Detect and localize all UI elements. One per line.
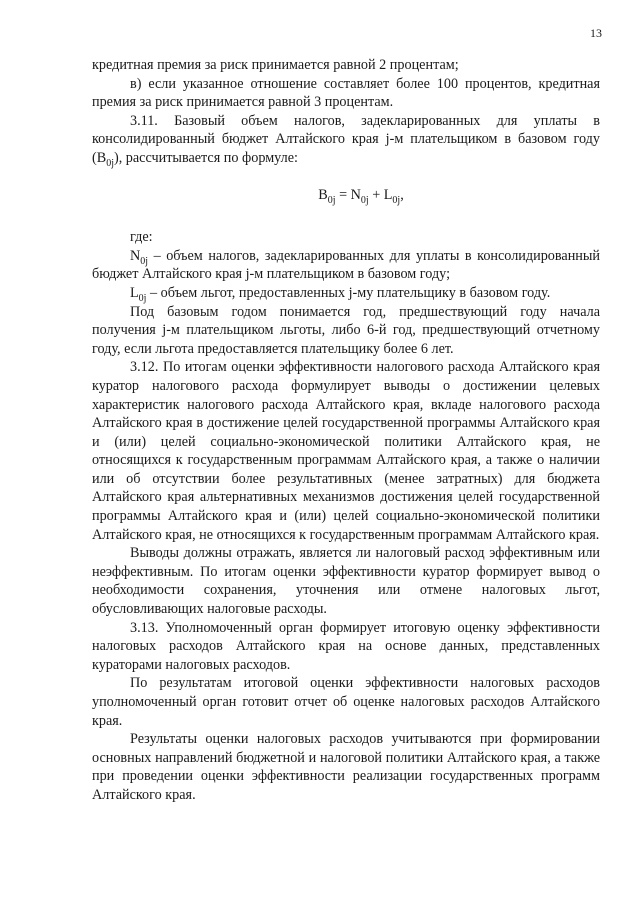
definition-n-symbol: N xyxy=(130,247,141,264)
paragraph-3-13: 3.13. Уполномоченный орган формирует итоговую оценку эффективности налоговых расходов Алтайского края на основе данных, представленных кураторами налоговых расходов. xyxy=(92,619,600,673)
definition-l-subscript: 0j xyxy=(138,292,147,304)
definition-n-subscript: 0j xyxy=(140,255,149,267)
definition-l-text: – объем льгот, предоставленных j-му плательщику в базовом году. xyxy=(146,284,551,301)
paragraph-base-year: Под базовым годом понимается год, предшествующий году начала получения j-м плательщиком льготы, либо 6-й год, предшествующий отчетному году, если льгота предоставляется плательщику более 6 лет. xyxy=(92,303,600,357)
formula-lhs-subscript: 0j xyxy=(327,194,336,206)
where-label: где: xyxy=(130,229,153,246)
formula-end: , xyxy=(400,186,404,203)
document-body xyxy=(92,56,600,805)
paragraph-conclusions: Выводы должны отражать, является ли налоговый расход эффективным или неэффективным. По итогам оценки эффективности куратор формирует вывод о необходимости сохранения, уточнения или отмене налоговых льгот, обусловливающих налоговые расходы. xyxy=(92,545,600,618)
definition-l-symbol: L xyxy=(130,284,139,301)
paragraph-results: Результаты оценки налоговых расходов учитываются при формировании основных направлений бюджетной и налоговой политики Алтайского края, а также при проведении оценки эффективности реализации государственных программ Алтайского края. xyxy=(92,731,600,803)
formula-equals-n: = N xyxy=(335,186,361,203)
paragraph-report: По результатам итоговой оценки эффективности налоговых расходов уполномоченный орган готовит отчет об оценке налоговых расходов Алтайского края. xyxy=(92,675,600,729)
formula xyxy=(92,186,600,205)
formula-plus-l: + L xyxy=(368,186,393,203)
paragraph-premium-2: кредитная премия за риск принимается равной 2 процентам; xyxy=(92,57,459,73)
formula-lhs: B xyxy=(318,186,328,203)
paragraph-3-11 xyxy=(92,112,600,168)
paragraph-3-11-end: ), рассчитывается по формуле: xyxy=(113,149,298,166)
formula-n-subscript: 0j xyxy=(360,194,369,206)
definition-l xyxy=(92,284,600,303)
paragraph-3-11-text: 3.11. Базовый объем налогов, задекларированных для уплаты в консолидированный бюджет Алтайского края j-м плательщиком в базовом году (B xyxy=(92,112,600,166)
formula-l-subscript: 0j xyxy=(392,194,401,206)
definition-n xyxy=(92,247,600,284)
page-number: 13 xyxy=(590,26,602,40)
paragraph-premium-3: в) если указанное отношение составляет более 100 процентов, кредитная премия за риск принимается равной 3 процентам. xyxy=(92,75,600,111)
subscript: 0j xyxy=(106,157,114,169)
definition-n-text: – объем налогов, задекларированных для уплаты в консолидированный бюджет Алтайского края j-м плательщиком в базовом году; xyxy=(92,247,600,283)
paragraph-3-12: 3.12. По итогам оценки эффективности налогового расхода Алтайского края куратор налогового расхода формулирует выводы о достижении целевых характеристик налогового расхода Алтайского края, вкладе налогового расхода Алтайского края в достижение целей государственной программы Алтайского края и (или) целей социально-экономической политики Алтайского края, не относящихся к государственным программам Алтайского края, а также о наличии или об отсутствии более результативных (менее затратных) для бюджета Алтайского края альтернативных механизмов достижения целей государственной программы Алтайского края и (или) целей социально-экономической политики Алтайского края, не относящихся к государственным программам Алтайского края. xyxy=(92,359,600,543)
